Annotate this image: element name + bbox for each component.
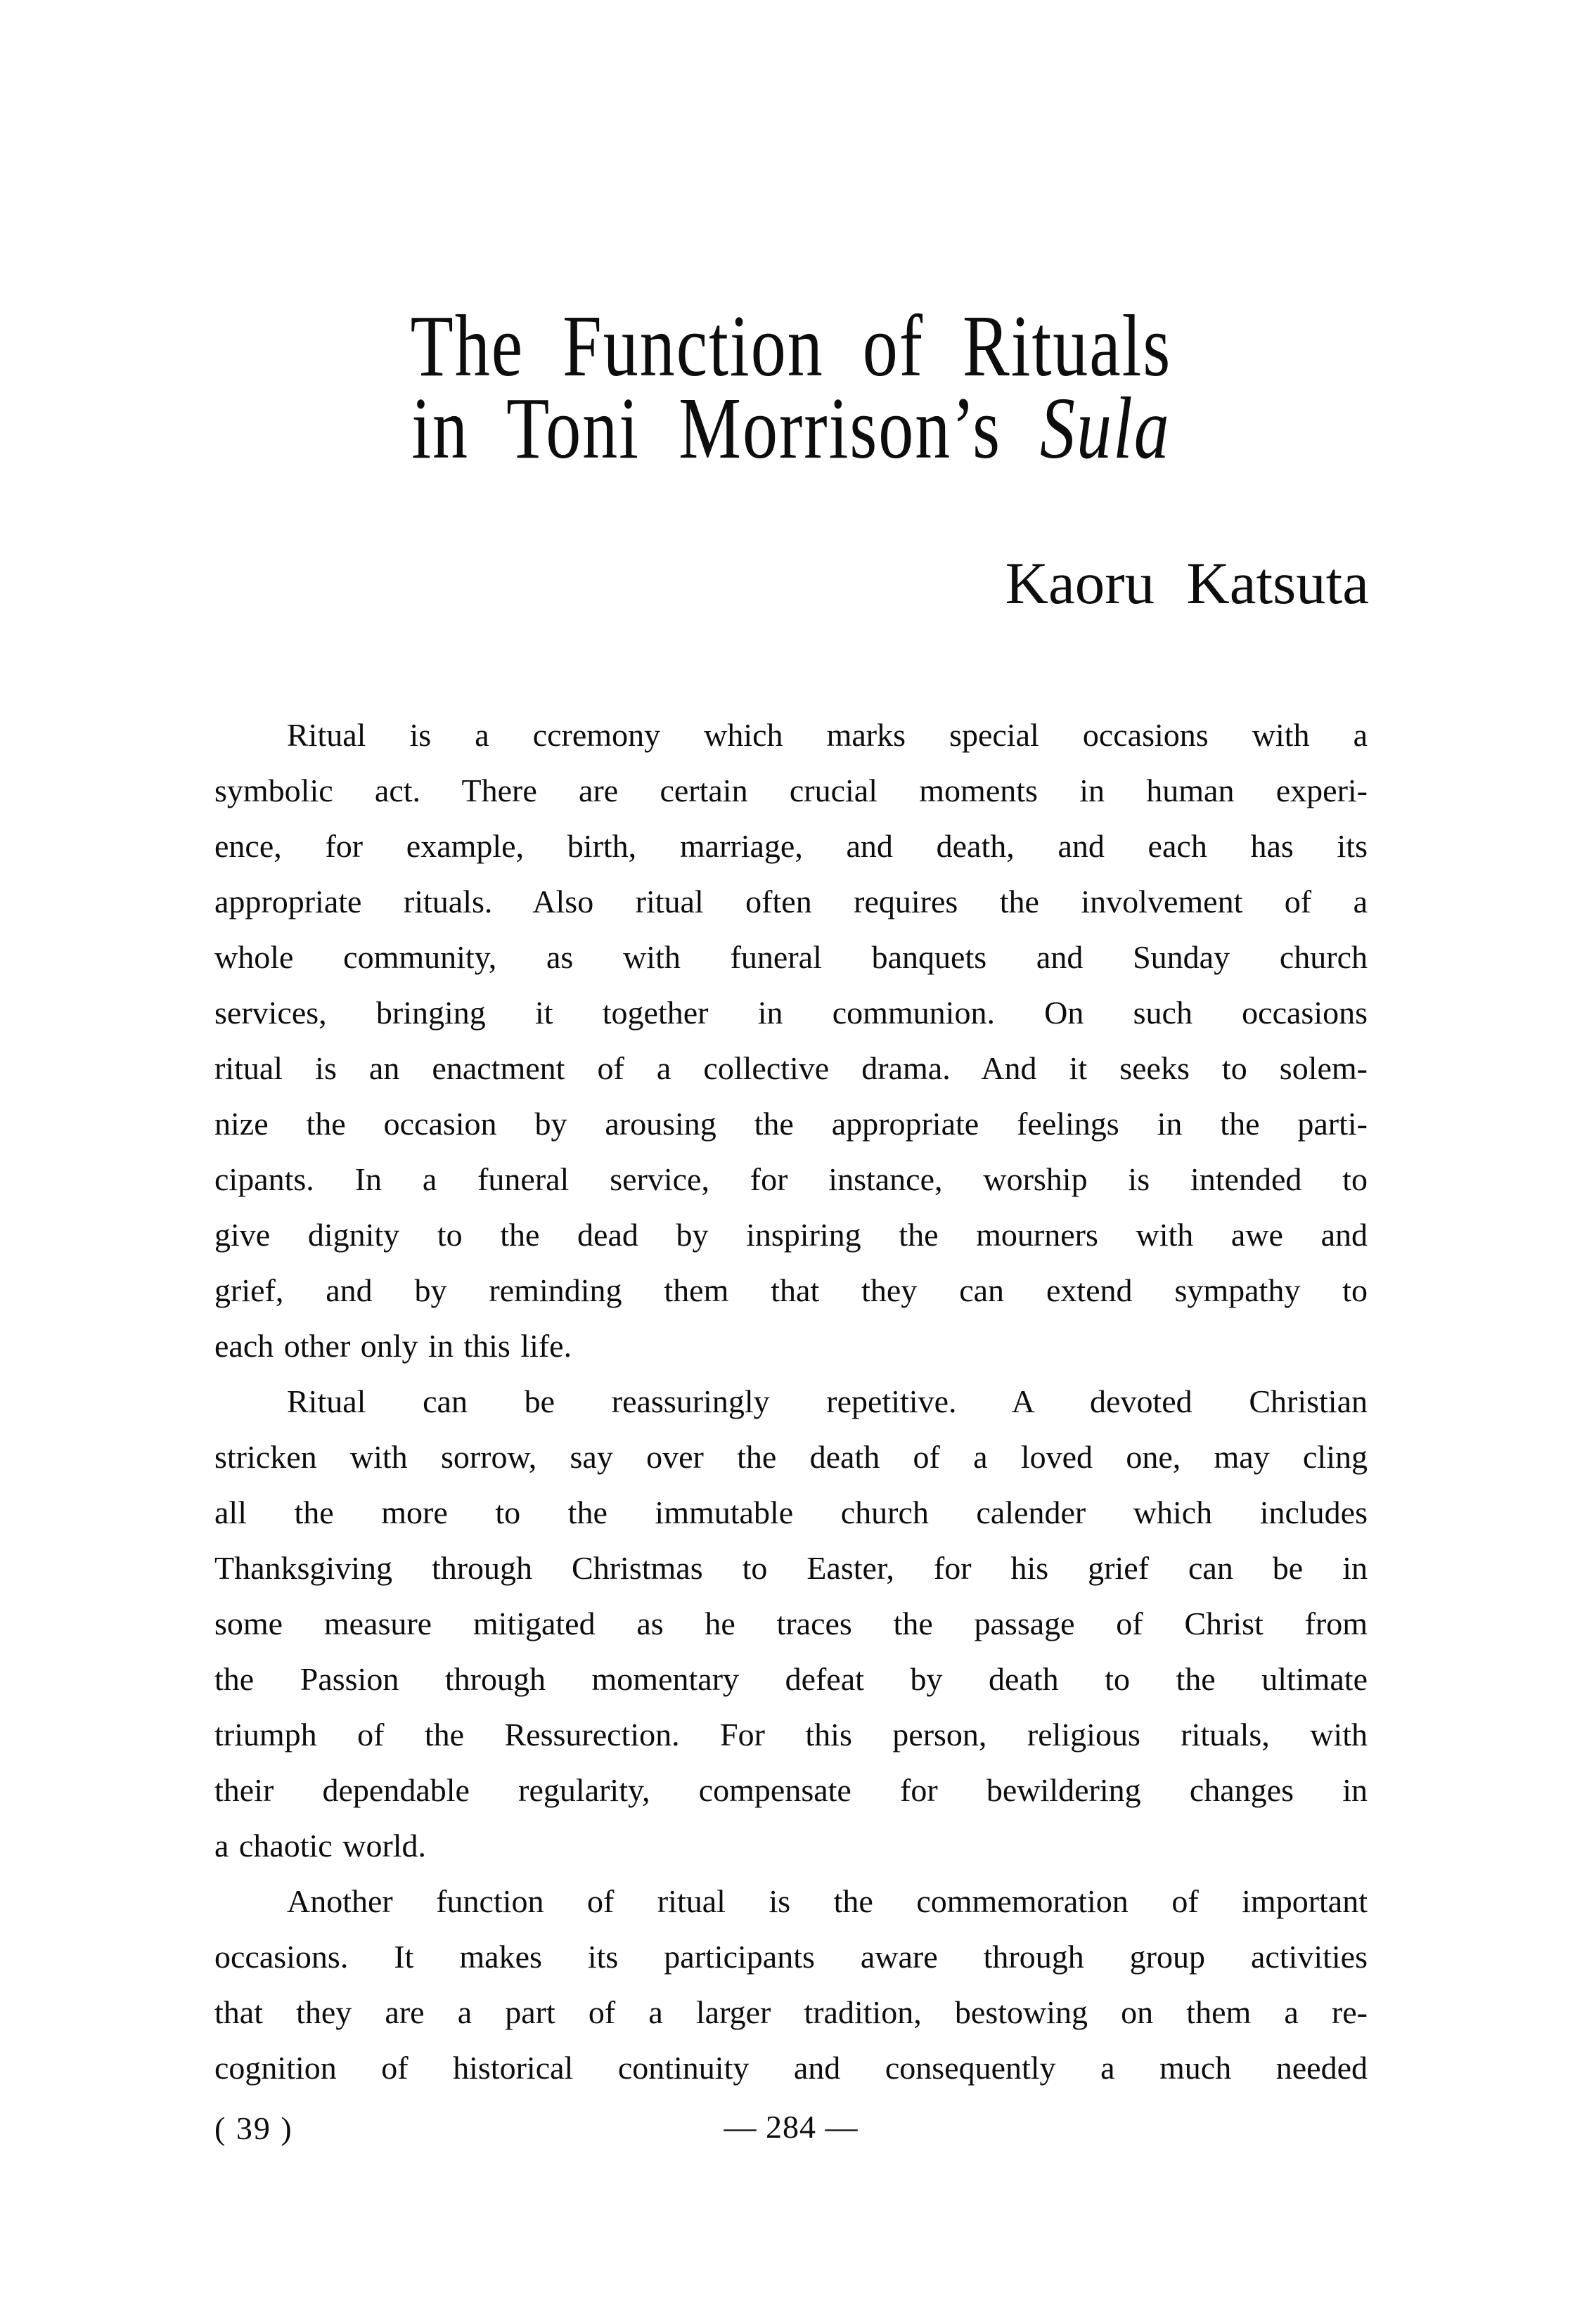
body-line: cognition of historical continuity and consequently a much needed	[214, 2050, 1368, 2086]
body-line: symbolic act. There are certain crucial moments in human experi-	[214, 773, 1368, 808]
body-line: ritual is an enactment of a collective drama. And it seeks to solem-	[214, 1050, 1368, 1086]
article-title-line-2-regular: in Toni Morrison’s	[411, 379, 1040, 477]
page-number-center: — 284 —	[724, 2109, 859, 2145]
article-body	[214, 707, 1368, 2096]
page-footer	[214, 2109, 1368, 2145]
page-number-left: ( 39 )	[214, 2110, 293, 2146]
body-line: each other only in this life.	[214, 1328, 572, 1364]
body-line: Ritual is a ccremony which marks special occasions with a	[287, 717, 1368, 753]
body-line: the Passion through momentary defeat by death to the ultimate	[214, 1661, 1368, 1697]
body-line: Another function of ritual is the commemoration of important	[287, 1883, 1368, 1919]
body-line: ence, for example, birth, marriage, and death, and each has its	[214, 828, 1368, 864]
body-line: Thanksgiving through Christmas to Easter, for his grief can be in	[214, 1550, 1368, 1586]
body-line: cipants. In a funeral service, for instance, worship is intended to	[214, 1161, 1368, 1197]
body-line: stricken with sorrow, say over the death of a loved one, may cling	[214, 1439, 1368, 1475]
body-line: grief, and by reminding them that they can extend sympathy to	[214, 1272, 1368, 1308]
body-line: that they are a part of a larger tradition, bestowing on them a re-	[214, 1994, 1368, 2030]
body-line: some measure mitigated as he traces the passage of Christ from	[214, 1606, 1368, 1641]
body-line: triumph of the Ressurection. For this person, religious rituals, with	[214, 1717, 1368, 1752]
body-line: all the more to the immutable church calender which includes	[214, 1495, 1368, 1530]
body-line: services, bringing it together in communion. On such occasions	[214, 995, 1368, 1031]
article-title-sula-italic: Sula	[1039, 379, 1171, 477]
body-line: a chaotic world.	[214, 1828, 427, 1864]
body-line: occasions. It makes its participants aware through group activities	[214, 1939, 1368, 1975]
body-line: Ritual can be reassuringly repetitive. A devoted Christian	[287, 1383, 1368, 1419]
body-line: give dignity to the dead by inspiring the mourners with awe and	[214, 1217, 1368, 1253]
body-line: appropriate rituals. Also ritual often requires the involvement of a	[214, 884, 1368, 919]
article-title-line-1: The Function of Rituals	[410, 297, 1172, 395]
author-name: Kaoru Katsuta	[1005, 550, 1369, 616]
article-title-line-2	[214, 379, 1368, 477]
body-line: whole community, as with funeral banquets and Sunday church	[214, 939, 1368, 975]
body-line: nize the occasion by arousing the appropriate feelings in the parti-	[214, 1106, 1368, 1142]
body-line: their dependable regularity, compensate for bewildering changes in	[214, 1772, 1368, 1808]
